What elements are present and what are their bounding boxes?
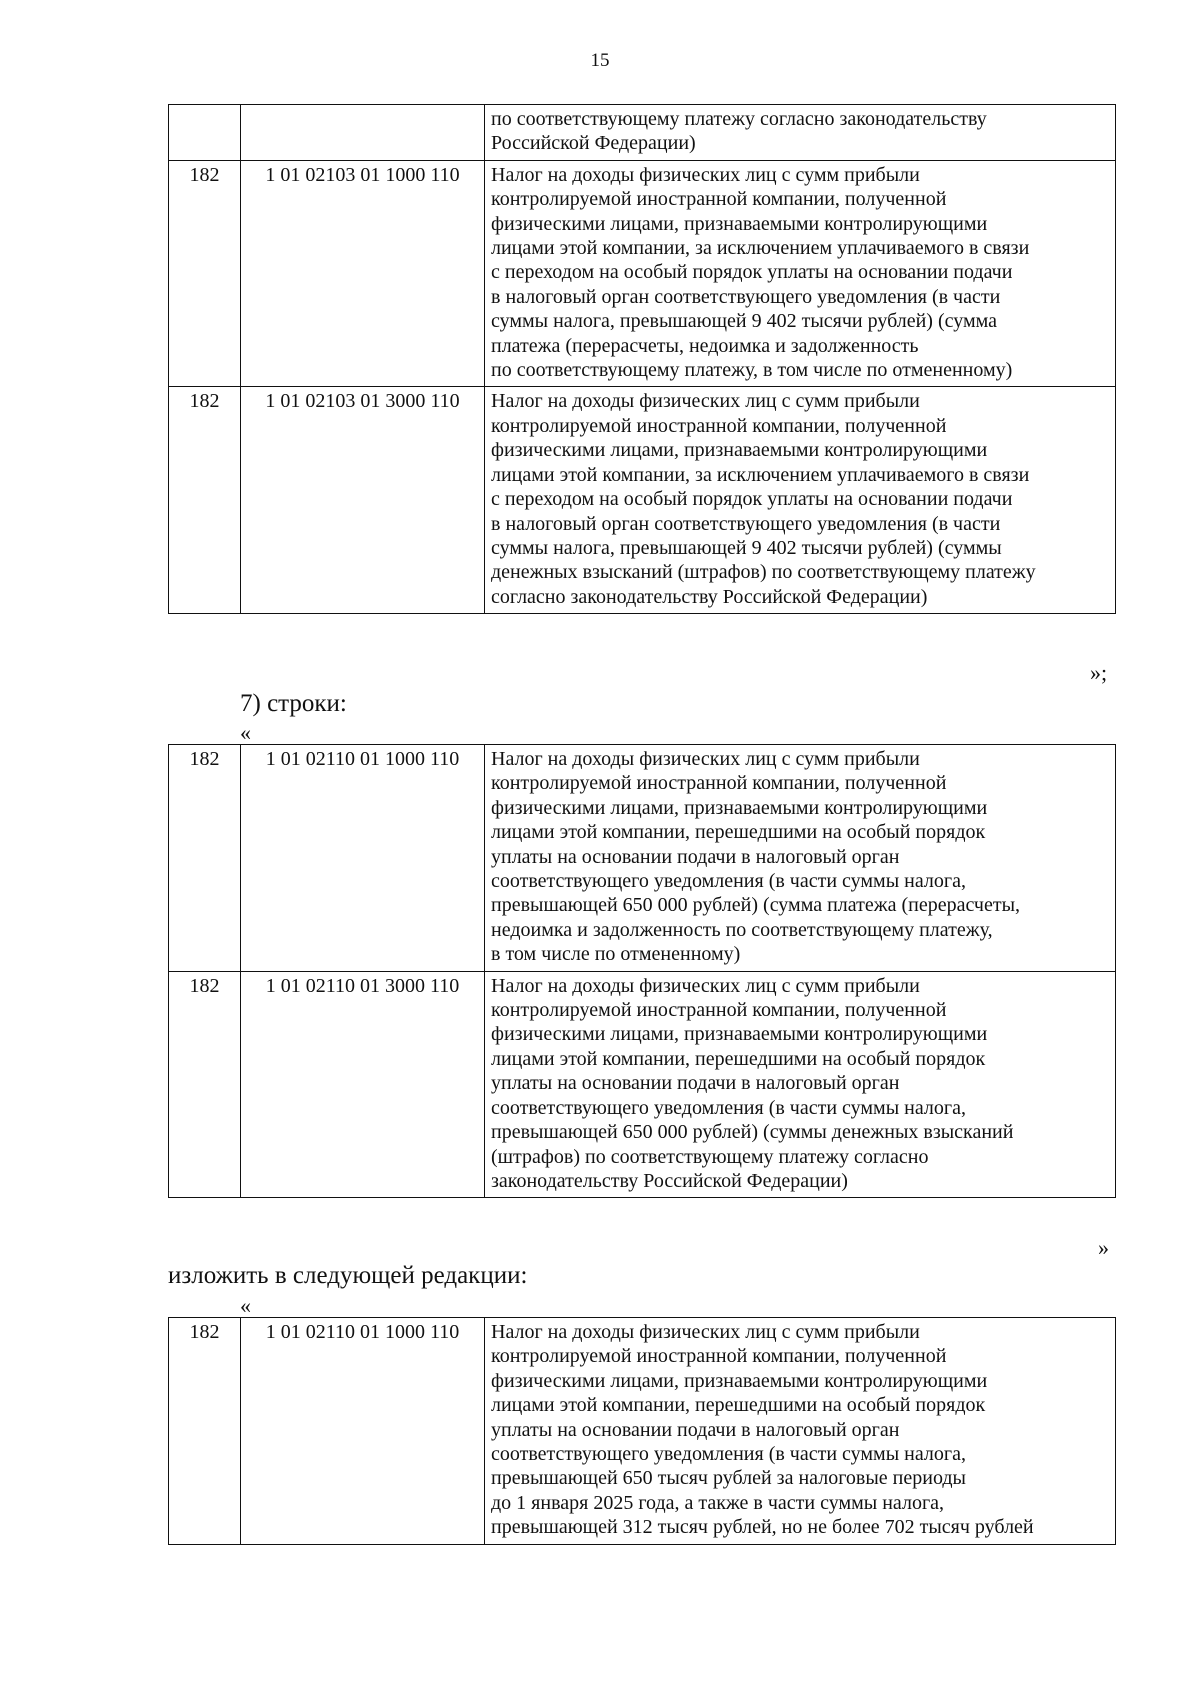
text-line: платежа (перерасчеты, недоимка и задолженность bbox=[491, 334, 919, 357]
page-number: 15 bbox=[590, 50, 610, 71]
text-line: Налог на доходы физических лиц с сумм прибыли bbox=[491, 390, 920, 413]
income-name-cell bbox=[485, 387, 1116, 614]
text-line: уплаты на основании подачи в налоговый орган bbox=[491, 1418, 900, 1441]
text-line: соответствующего уведомления (в части суммы налога, bbox=[491, 870, 966, 893]
text-line: денежных взысканий (штрафов) по соответствующему платежу bbox=[491, 561, 1036, 584]
kbk-table-current bbox=[168, 104, 1116, 614]
text-line: Налог на доходы физических лиц с сумм прибыли bbox=[491, 1321, 920, 1343]
text-line: превышающей 650 000 рублей) (суммы денежных взысканий bbox=[491, 1121, 1014, 1144]
text-line: уплаты на основании подачи в налоговый орган bbox=[491, 845, 900, 868]
text-line: контролируемой иностранной компании, полученной bbox=[491, 999, 947, 1022]
text-line: законодательству Российской Федерации) bbox=[491, 1169, 848, 1192]
budget-class-code-cell: 1 01 02110 01 1000 110 bbox=[241, 1318, 485, 1545]
text-line: лицами этой компании, перешедшими на особый порядок bbox=[491, 1047, 986, 1070]
budget-class-code-cell bbox=[241, 105, 485, 161]
income-name-cell bbox=[485, 971, 1116, 1198]
table-row bbox=[169, 160, 1116, 387]
income-name-cell bbox=[485, 160, 1116, 387]
text-line: в налоговый орган соответствующего уведомления (в части bbox=[491, 285, 1001, 308]
text-line: по соответствующему платежу согласно законодательству bbox=[491, 108, 987, 130]
text-line: лицами этой компании, за исключением уплачиваемого в связи bbox=[491, 463, 1030, 486]
admin-code-cell: 182 bbox=[169, 160, 241, 387]
text-line: Налог на доходы физических лиц с сумм прибыли bbox=[491, 974, 920, 997]
text-line: физическими лицами, признаваемыми контролирующими bbox=[491, 1369, 988, 1392]
closing-quote-old-rows: » bbox=[1098, 1235, 1109, 1260]
text-line: контролируемой иностранной компании, полученной bbox=[491, 772, 947, 795]
text-line: соответствующего уведомления (в части суммы налога, bbox=[491, 1096, 966, 1119]
text-line: Налог на доходы физических лиц с сумм прибыли bbox=[491, 163, 920, 186]
table-row bbox=[169, 387, 1116, 614]
text-line: лицами этой компании, перешедшими на особый порядок bbox=[491, 1394, 986, 1417]
text-line: в налоговый орган соответствующего уведомления (в части bbox=[491, 512, 1001, 535]
text-line: суммы налога, превышающей 9 402 тысячи рублей) (суммы bbox=[491, 536, 1002, 559]
text-line: в том числе по отмененному) bbox=[491, 943, 741, 966]
text-line: лицами этой компании, за исключением уплачиваемого в связи bbox=[491, 237, 1030, 260]
text-line: уплаты на основании подачи в налоговый орган bbox=[491, 1072, 900, 1095]
opening-quote-old-rows: « bbox=[240, 720, 251, 745]
text-line: контролируемой иностранной компании, полученной bbox=[491, 1345, 947, 1368]
admin-code-cell: 182 bbox=[169, 387, 241, 614]
text-line: недоимка и задолженность по соответствующему платежу, bbox=[491, 918, 993, 941]
text-line: превышающей 312 тысяч рублей, но не более 702 тысяч рублей bbox=[491, 1516, 1034, 1539]
income-name-cell bbox=[485, 1318, 1116, 1545]
text-line: с переходом на особый порядок уплаты на основании подачи bbox=[491, 261, 1013, 284]
admin-code-cell: 182 bbox=[169, 1318, 241, 1545]
text-line: физическими лицами, признаваемыми контролирующими bbox=[491, 796, 988, 819]
budget-class-code-cell: 1 01 02110 01 3000 110 bbox=[241, 971, 485, 1198]
new-edition-heading: изложить в следующей редакции: bbox=[168, 1262, 528, 1289]
text-line: контролируемой иностранной компании, полученной bbox=[491, 188, 947, 211]
table-row bbox=[169, 971, 1116, 1198]
budget-class-code-cell: 1 01 02103 01 3000 110 bbox=[241, 387, 485, 614]
text-line: согласно законодательству Российской Федерации) bbox=[491, 585, 928, 608]
text-line: (штрафов) по соответствующему платежу согласно bbox=[491, 1145, 929, 1168]
text-line: Российской Федерации) bbox=[491, 132, 696, 155]
text-line: лицами этой компании, перешедшими на особый порядок bbox=[491, 821, 986, 844]
text-line: физическими лицами, признаваемыми контролирующими bbox=[491, 212, 988, 235]
kbk-table-new-rows bbox=[168, 1317, 1116, 1545]
text-line: превышающей 650 000 рублей) (сумма платежа (перерасчеты, bbox=[491, 894, 1021, 917]
text-line: Налог на доходы физических лиц с сумм прибыли bbox=[491, 748, 920, 770]
text-line: физическими лицами, признаваемыми контролирующими bbox=[491, 1023, 988, 1046]
text-line: по соответствующему платежу, в том числе по отмененному) bbox=[491, 359, 1013, 382]
income-name-cell bbox=[485, 745, 1116, 972]
kbk-table-old-rows bbox=[168, 744, 1116, 1198]
closing-quote-first: »; bbox=[1090, 660, 1108, 685]
text-line: до 1 января 2025 года, а также в части суммы налога, bbox=[491, 1491, 945, 1514]
budget-class-code-cell: 1 01 02110 01 1000 110 bbox=[241, 745, 485, 972]
opening-quote-new-rows: « bbox=[240, 1293, 251, 1318]
text-line: соответствующего уведомления (в части суммы налога, bbox=[491, 1443, 966, 1466]
table-row bbox=[169, 105, 1116, 161]
table-row bbox=[169, 745, 1116, 972]
income-name-cell bbox=[485, 105, 1116, 161]
item-7-heading: 7) строки: bbox=[240, 690, 347, 717]
table-row bbox=[169, 1318, 1116, 1545]
budget-class-code-cell: 1 01 02103 01 1000 110 bbox=[241, 160, 485, 387]
text-line: превышающей 650 тысяч рублей за налоговые периоды bbox=[491, 1467, 966, 1490]
admin-code-cell: 182 bbox=[169, 971, 241, 1198]
text-line: контролируемой иностранной компании, полученной bbox=[491, 414, 947, 437]
admin-code-cell bbox=[169, 105, 241, 161]
text-line: суммы налога, превышающей 9 402 тысячи рублей) (сумма bbox=[491, 310, 998, 333]
text-line: с переходом на особый порядок уплаты на основании подачи bbox=[491, 488, 1013, 511]
text-line: физическими лицами, признаваемыми контролирующими bbox=[491, 439, 988, 462]
admin-code-cell: 182 bbox=[169, 745, 241, 972]
